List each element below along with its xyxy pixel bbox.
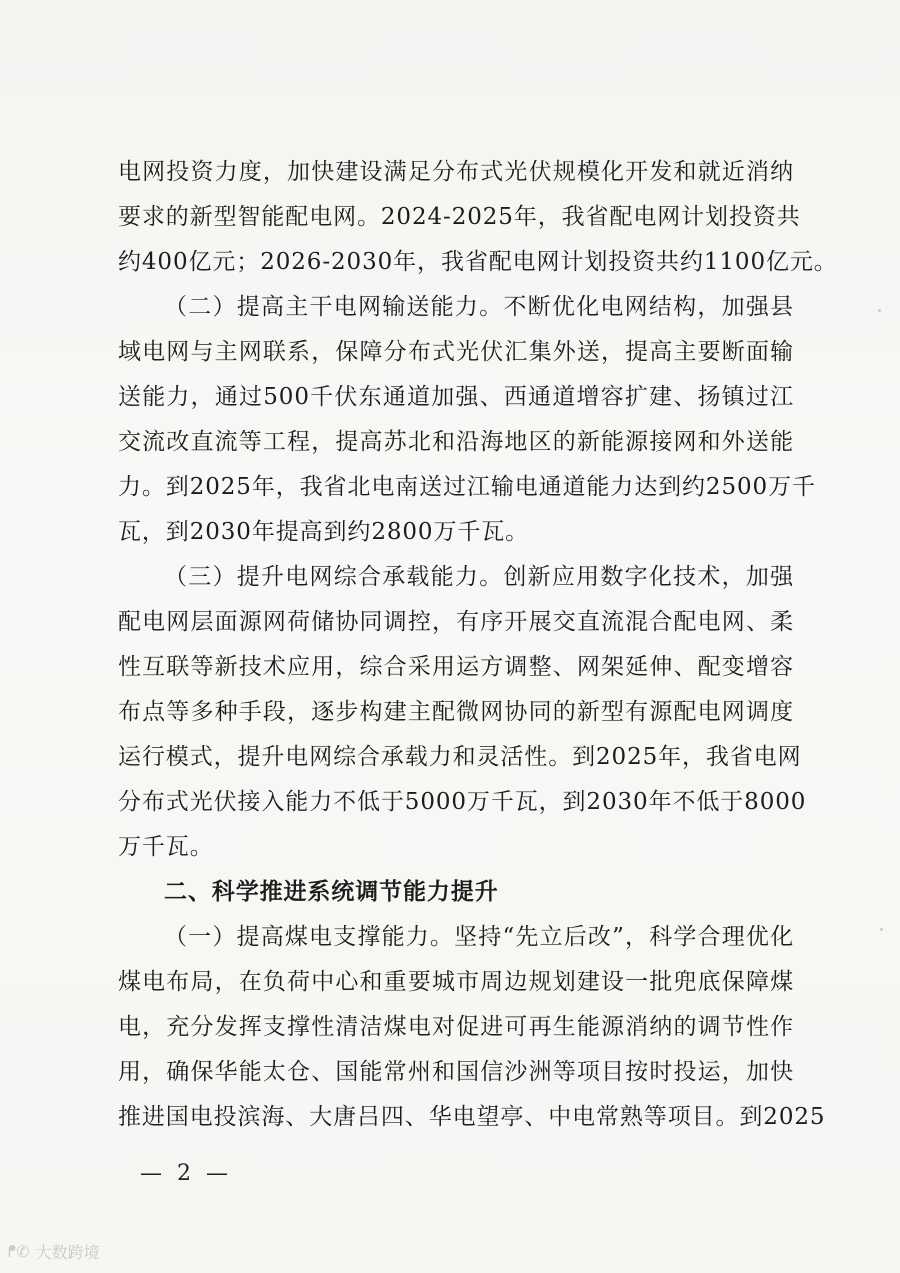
paragraph-line: 性互联等新技术应用，综合采用运方调整、网架延伸、配变增容 bbox=[118, 654, 794, 680]
paragraph-line: 煤电布局，在负荷中心和重要城市周边规划建设一批兜底保障煤 bbox=[118, 969, 794, 995]
scan-speck bbox=[878, 309, 881, 312]
section-line: （一）提高煤电支撑能力。坚持“先立后改”，科学合理优化 bbox=[164, 924, 794, 950]
paragraph-line: 交流改直流等工程，提高苏北和沿海地区的新能源接网和外送能 bbox=[118, 429, 794, 455]
paragraph-line: 瓦，到2030年提高到约2800万千瓦。 bbox=[118, 519, 530, 545]
paragraph-line: 送能力，通过500千伏东通道加强、西通道增容扩建、扬镇过江 bbox=[118, 384, 794, 410]
paragraph-line: 域电网与主网联系，保障分布式光伏汇集外送，提高主要断面输 bbox=[118, 339, 794, 365]
paragraph-line: 用，确保华能太仓、国能常州和国信沙洲等项目按时投运，加快 bbox=[118, 1059, 794, 1085]
watermark-logo-icon: ᖰ✆ bbox=[8, 1241, 30, 1261]
paragraph-line: 约400亿元；2026-2030年，我省配电网计划投资共约1100亿元。 bbox=[118, 249, 838, 275]
section-heading: 二、科学推进系统调节能力提升 bbox=[164, 879, 499, 905]
paragraph-line: 万千瓦。 bbox=[118, 834, 214, 860]
paragraph-line: 配电网层面源网荷储协同调控，有序开展交直流混合配电网、柔 bbox=[118, 609, 794, 635]
paragraph-line: 推进国电投滨海、大唐吕四、华电望亭、中电常熟等项目。到2025 bbox=[118, 1104, 826, 1130]
section-line: （二）提高主干电网输送能力。不断优化电网结构，加强县 bbox=[164, 294, 794, 320]
watermark-text: 大数跨境 bbox=[35, 1243, 100, 1262]
section-line: （三）提升电网综合承载能力。创新应用数字化技术，加强 bbox=[164, 564, 794, 590]
watermark bbox=[8, 1240, 100, 1263]
paragraph-line: 分布式光伏接入能力不低于5000万千瓦，到2030年不低于8000 bbox=[118, 789, 807, 815]
paragraph-line: 运行模式，提升电网综合承载力和灵活性。到2025年，我省电网 bbox=[118, 744, 802, 770]
paragraph-line: 电，充分发挥支撑性清洁煤电对促进可再生能源消纳的调节性作 bbox=[118, 1014, 794, 1040]
paragraph-line: 要求的新型智能配电网。2024-2025年，我省配电网计划投资共 bbox=[118, 204, 801, 230]
paragraph-line: 电网投资力度，加快建设满足分布式光伏规模化开发和就近消纳 bbox=[118, 159, 794, 185]
paragraph-line: 力。到2025年，我省北电南送过江输电通道能力达到约2500万千 bbox=[118, 474, 816, 500]
scan-speck bbox=[880, 928, 883, 931]
body-text bbox=[118, 150, 838, 1140]
page-number: — 2 — bbox=[140, 1161, 232, 1186]
paragraph-line: 布点等多种手段，逐步构建主配微网协同的新型有源配电网调度 bbox=[118, 699, 794, 725]
